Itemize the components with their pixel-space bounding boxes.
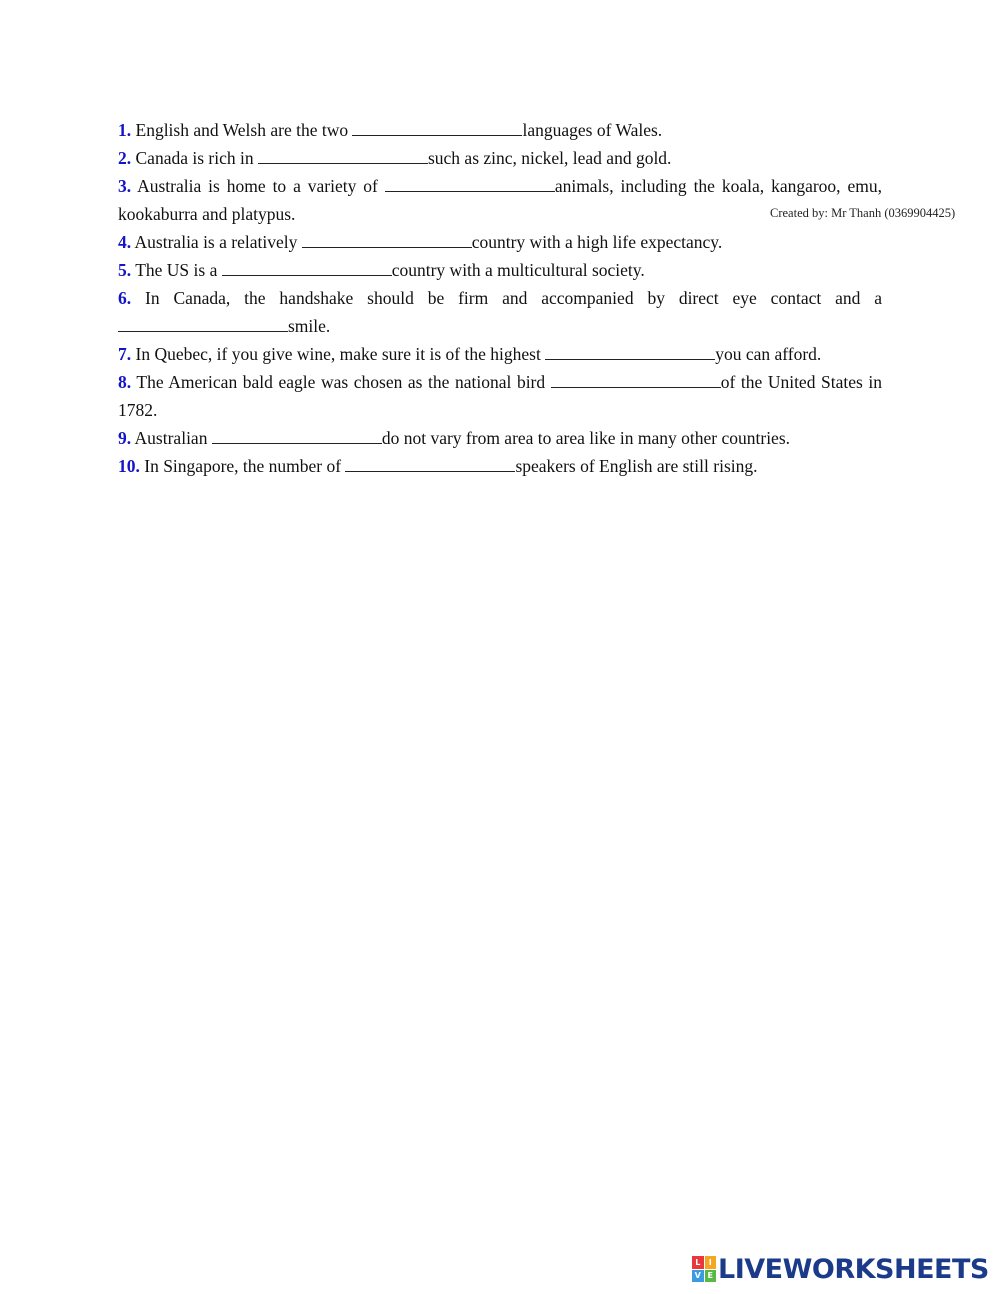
logo-mark-letter: E [705,1270,717,1283]
answer-blank[interactable] [222,261,392,276]
question-list [118,116,882,480]
question-text-after: country with a multicultural society. [391,260,645,280]
answer-blank[interactable] [258,149,428,164]
question-text-before: Australia is home to a variety of [137,176,385,196]
answer-blank[interactable] [551,373,721,388]
answer-blank[interactable] [345,457,515,472]
question-number: 4. [118,232,132,252]
question-text-before: In Canada, the handshake should be firm and accompanied by direct eye contact and a [145,288,882,308]
question-text-after: you can afford. [715,344,822,364]
question-2 [118,144,882,172]
question-text-before: The American bald eagle was chosen as the national bird [136,372,551,392]
question-text-after: of the United States in 1782. [118,372,883,420]
question-text-before: The US is a [135,260,222,280]
question-7 [118,340,882,368]
question-3 [118,172,882,228]
liveworksheets-logo[interactable] [692,1252,989,1286]
question-text-before: Australian [134,428,212,448]
question-text-before: Australia is a relatively [134,232,302,252]
answer-blank[interactable] [352,121,522,136]
question-text-after: languages of Wales. [522,120,663,140]
question-text-before: Canada is rich in [135,148,258,168]
answer-blank[interactable] [545,345,715,360]
logo-text: LIVEWORKSHEETS [718,1253,989,1285]
question-number: 5. [118,260,132,280]
logo-mark-icon [692,1256,716,1282]
question-text-after: do not vary from area to area like in many other countries. [381,428,791,448]
question-text-before: In Quebec, if you give wine, make sure it is of the highest [135,344,546,364]
question-number: 1. [118,120,132,140]
author-credit: Created by: Mr Thanh (0369904425) [770,206,956,220]
question-number: 3. [118,176,132,196]
question-number: 8. [118,372,132,392]
question-number: 6. [118,288,132,308]
question-text-after: smile. [288,316,331,336]
question-8 [118,368,882,424]
question-6 [118,284,882,340]
question-9 [118,424,882,452]
logo-mark-letter: I [705,1256,717,1269]
question-text-after: such as zinc, nickel, lead and gold. [427,148,672,168]
answer-blank[interactable] [302,233,472,248]
logo-mark-letter: V [692,1270,704,1283]
logo-mark-letter: L [692,1256,704,1269]
question-number: 2. [118,148,132,168]
answer-blank[interactable] [212,429,382,444]
question-text-before: In Singapore, the number of [144,456,346,476]
question-text-before: English and Welsh are the two [135,120,353,140]
answer-blank[interactable] [385,177,555,192]
question-text-after: country with a high life expectancy. [471,232,723,252]
question-number: 10. [118,456,140,476]
question-4 [118,228,882,256]
question-text-after: animals, including the koala, kangaroo, emu, kookaburra and platypus. [118,176,882,224]
question-number: 7. [118,344,132,364]
question-10 [118,452,882,480]
question-5 [118,256,882,284]
question-text-after: speakers of English are still rising. [515,456,758,476]
question-number: 9. [118,428,132,448]
question-1 [118,116,882,144]
answer-blank[interactable] [118,317,288,332]
